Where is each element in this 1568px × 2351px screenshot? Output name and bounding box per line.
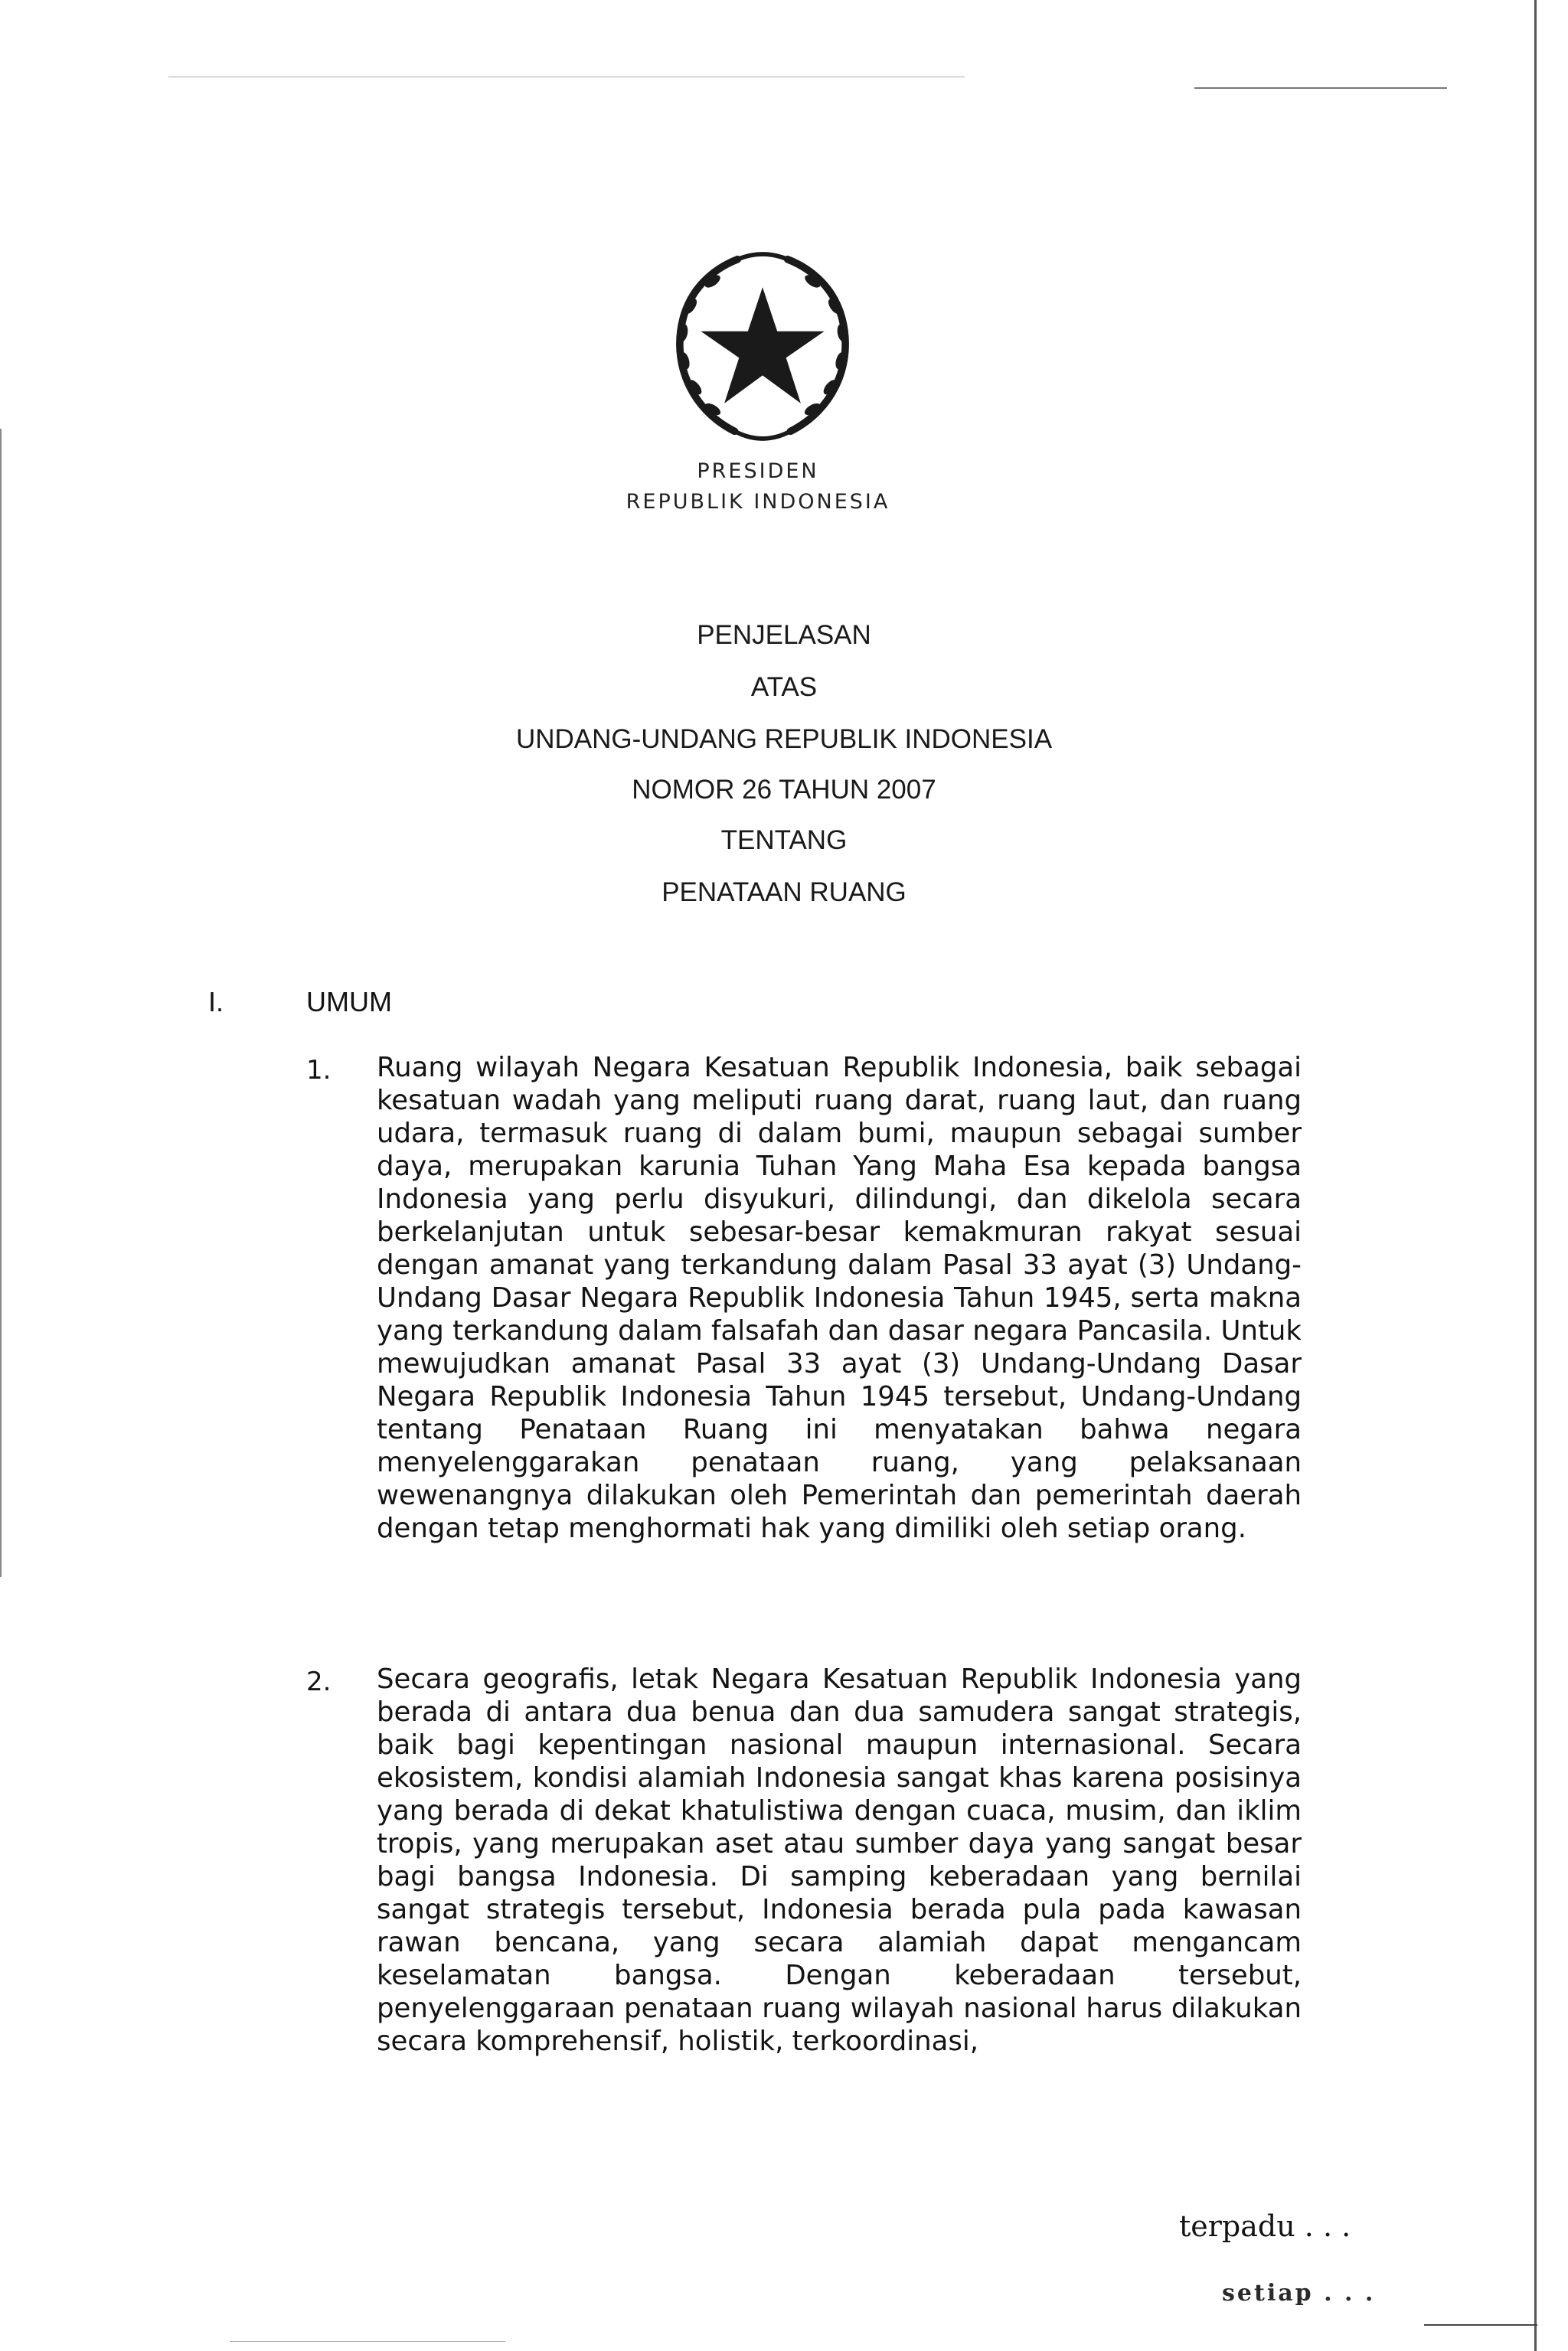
title-tentang: TENTANG: [720, 825, 848, 855]
presidential-star-wreath-icon: [652, 236, 873, 456]
seal-line-republik: REPUBLIK INDONESIA: [626, 490, 890, 514]
title-penataan-ruang: PENATAAN RUANG: [662, 877, 906, 907]
item-paragraph: Secara geografis, letak Negara Kesatuan Republik Indonesia yang berada di antara dua benua dan dua samudera sangat strategis, baik bagi kepentingan nasional maupun internasional. Secara ekosistem, kondisi alamiah Indonesia sangat khas karena posisinya yang berada di dekat khatulistiwa dengan cuaca, musim, dan iklim tropis, yang merupakan aset atau sumber daya yang sangat besar bagi bangsa Indonesia. Di samping keberadaan yang bernilai sangat strategis tersebut, Indonesia berada pula pada kawasan rawan bencana, yang secara alamiah dapat mengancam keselamatan bangsa. Dengan keberadaan tersebut, penyelenggaraan penataan ruang wilayah nasional harus dilakukan secara komprehensif, holistik, terkoordinasi,: [377, 1664, 1302, 2057]
bleed-through-catchword: setiap . . .: [1222, 2280, 1376, 2307]
title-penjelasan: PENJELASAN: [697, 620, 871, 650]
scan-edge-right: [1534, 0, 1537, 2351]
item-number: 1.: [306, 1055, 332, 1086]
scan-corner-bottom-right: [1424, 2324, 1537, 2326]
scan-dash-top-right: [1194, 87, 1447, 89]
scan-line-bottom-left: [230, 2341, 505, 2342]
title-nomor: NOMOR 26 TAHUN 2007: [632, 775, 936, 805]
section-number: I.: [208, 986, 224, 1017]
item-number: 2.: [306, 1667, 332, 1697]
title-undang-undang: UNDANG-UNDANG REPUBLIK INDONESIA: [515, 724, 1053, 754]
title-atas: ATAS: [750, 672, 818, 702]
page-catchword: terpadu . . .: [1179, 2209, 1351, 2243]
item-paragraph: Ruang wilayah Negara Kesatuan Republik Indonesia, baik sebagai kesatuan wadah yang meliputi ruang darat, ruang laut, dan ruang udara, termasuk ruang di dalam bumi, maupun sebagai sumber daya, merupakan karunia Tuhan Yang Maha Esa kepada bangsa Indonesia yang perlu disyukuri, dilindungi, dan dikelola secara berkelanjutan untuk sebesar-besar kemakmuran rakyat sesuai dengan amanat yang terkandung dalam Pasal 33 ayat (3) Undang-Undang Dasar Negara Republik Indonesia Tahun 1945, serta makna yang terkandung dalam falsafah dan dasar negara Pancasila. Untuk mewujudkan amanat Pasal 33 ayat (3) Undang-Undang Dasar Negara Republik Indonesia Tahun 1945 tersebut, Undang-Undang tentang Penataan Ruang ini menyatakan bahwa negara menyelenggarakan penataan ruang, yang pelaksanaan wewenangnya dilakukan oleh Pemerintah dan pemerintah daerah dengan tetap menghormati hak yang dimiliki oleh setiap orang.: [377, 1052, 1302, 1544]
scan-edge-left: [0, 429, 2, 1577]
section-title: UMUM: [306, 986, 392, 1017]
seal-line-presiden: PRESIDEN: [697, 459, 819, 483]
